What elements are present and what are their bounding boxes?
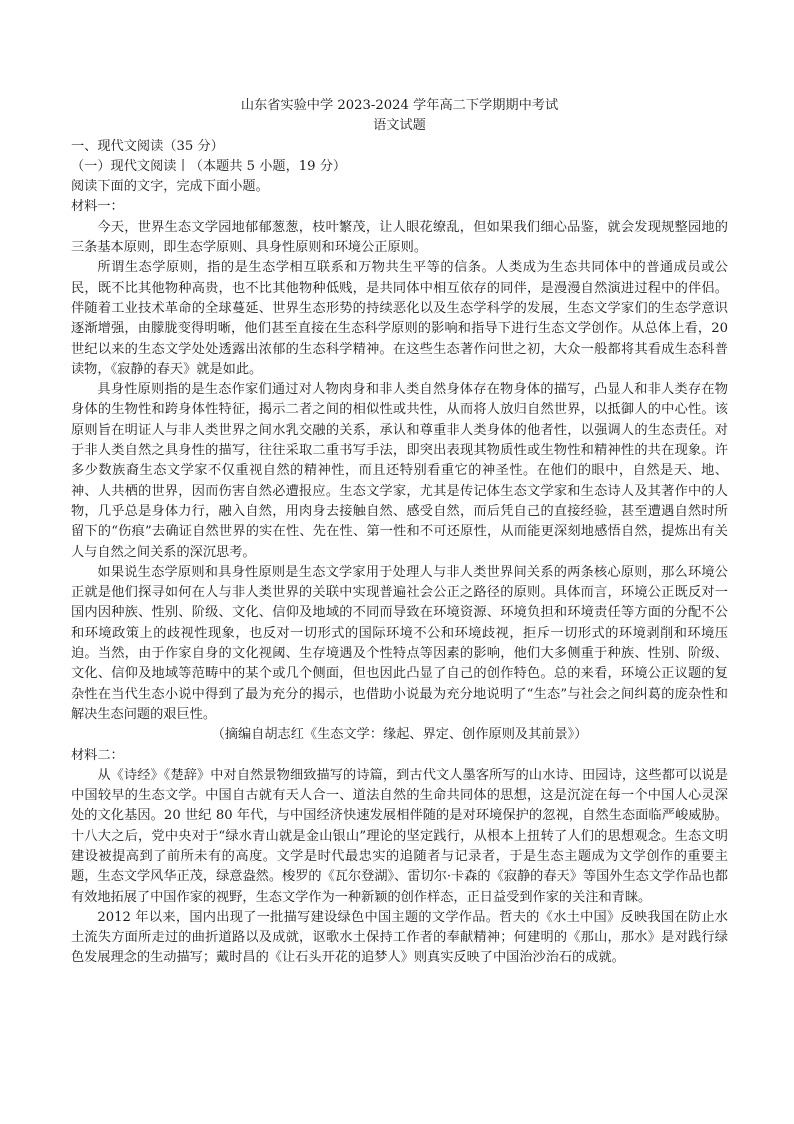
sub-section-heading: （一）现代文阅读丨（本题共 5 小题，19 分） [71,158,347,174]
material-one-label: 材料一： [71,199,124,215]
material-one-source: （摘编自胡志红《生态文学：缘起、界定、创作原则及其前景》） [211,727,588,743]
reading-instruction: 阅读下面的文字，完成下面小题。 [71,179,269,195]
material-two-paragraph: 从《诗经》《楚辞》中对自然景物细致描写的诗篇，到古代文人墨客所写的山水诗、田园诗，这些都可以说是中国较早的生态文学。中国自古就有天人合一、道法自然的生命共同体的思想，这是沉淀在每一个中国人心灵深处的文化基因。20 世纪 80 年代，与中国经济快速发展相伴随的是对环境保护的忽视，自然生态面临严峻威胁。十八大之后，党中央对于“绿水青山就是金山银山”理论的坚定践行，从根本上扭转了人们的思想观念。生态文明建设被提高到了前所未有的高度。文学是时代最忠实的追随者与记录者，于是生态主题成为文学创作的重要主题，生态文学风华正茂，绿意盎然。梭罗的《瓦尔登湖》、雷切尔·卡森的《寂静的春天》等国外生态文学作品也都有效地拓展了中国作家的视野，生态文学作为一种新颖的创作样态，正日益受到作家的关注和青睐。 [71,767,728,905]
exam-subtitle: 语文试题 [373,118,426,134]
material-two-label: 材料二： [71,747,124,763]
material-one-paragraph: 所谓生态学原则，指的是生态学相互联系和万物共生平等的信条。人类成为生态共同体中的普通成员或公民，既不比其他物种高贵，也不比其他物种低贱，是共同体中相互依存的同伴，是漫漫自然演进过程中的伴侣。伴随着工业技术革命的全球蔓延、世界生态形势的持续恶化以及生态学科学的发展，生态文学家们的生态学意识逐渐增强，由朦胧变得明晰，他们甚至直接在生态科学原则的影响和指导下进行生态文学创作。从总体上看，20 世纪以来的生态文学处处透露出浓郁的生态科学精神。在这些生态著作问世之初，大众一般都将其看成生态科普读物，《寂静的春天》就是如此。 [71,260,728,377]
material-two-paragraph: 2012 年以来，国内出现了一批描写建设绿色中国主题的文学作品。哲夫的《水土中国》反映我国在防止水土流失方面所走过的曲折道路以及成就，讴歌水土保持工作者的奉献精神；何建明的《那山，那水》是对践行绿色发展理念的生动描写；戴时昌的《让石头开花的追梦人》则真实反映了中国治沙治石的成就。 [71,909,728,966]
material-one-paragraph: 今天，世界生态文学园地郁郁葱葱，枝叶繁茂，让人眼花缭乱，但如果我们细心品鉴，就会发现规整园地的三条基本原则，即生态学原则、具身性原则和环境公正原则。 [71,219,728,256]
material-one-paragraph: 如果说生态学原则和具身性原则是生态文学家用于处理人与非人类世界间关系的两条核心原则，那么环境公正就是他们探寻如何在人与非人类世界的关联中实现普遍社会公正之路径的原则。具体而言，环境公正既反对一国内因种族、性别、阶级、文化、信仰及地域的不同而导致在环境资源、环境负担和环境责任等方面的分配不公和环境政策上的歧视性现象，也反对一切形式的国际环境不公和环境歧视，拒斥一切形式的环境剥削和环境压迫。当然，由于作家自身的文化视阈、生存境遇及个性特点等因素的影响，他们大多侧重于种族、性别、阶级、文化、信仰及地域等范畴中的某个或几个侧面，但也因此凸显了自己的创作特色。总的来看，环境公正议题的复杂性在当代生态小说中得到了最为充分的揭示，也借助小说最为充分地说明了“生态”与社会之间纠葛的庞杂性和解决生态问题的艰巨性。 [71,564,728,722]
material-one-paragraph: 具身性原则指的是生态作家们通过对人物肉身和非人类自然身体存在物身体的描写，凸显人和非人类存在物身体的生物性和跨身体性特征，揭示二者之间的相似性或共性，从而将人放归自然世界，以抵御人的中心性。该原则旨在明证人与非人类世界之间水乳交融的关系，承认和尊重非人类身体的他者性，以强调人的生态责任。对于非人类自然之具身性的描写，往往采取二重书写手法，即突出表现其物质性或生物性和精神性的共在现象。许多少数族裔生态文学家不仅重视自然的精神性，而且还特别看重它的神圣性。在他们的眼中，自然是天、地、神、人共栖的世界，因而伤害自然必遭报应。生态文学家，尤其是传记体生态文学家和生态诗人及其著作中的人物，几乎总是身体力行，融入自然，用肉身去接触自然、感受自然，而后凭自己的直接经验，甚至遭遇自然时所留下的“伤痕”去确证自然世界的实在性、先在性、第一性和不可还原性，从而能更深刻地感悟自然，提炼出有关人与自然之间关系的深沉思考。 [71,382,728,560]
section-heading: 一、现代文阅读（35 分） [71,138,224,154]
exam-page [71,96,728,969]
exam-title: 山东省实验中学 2023-2024 学年高二下学期期中考试 [240,98,559,113]
